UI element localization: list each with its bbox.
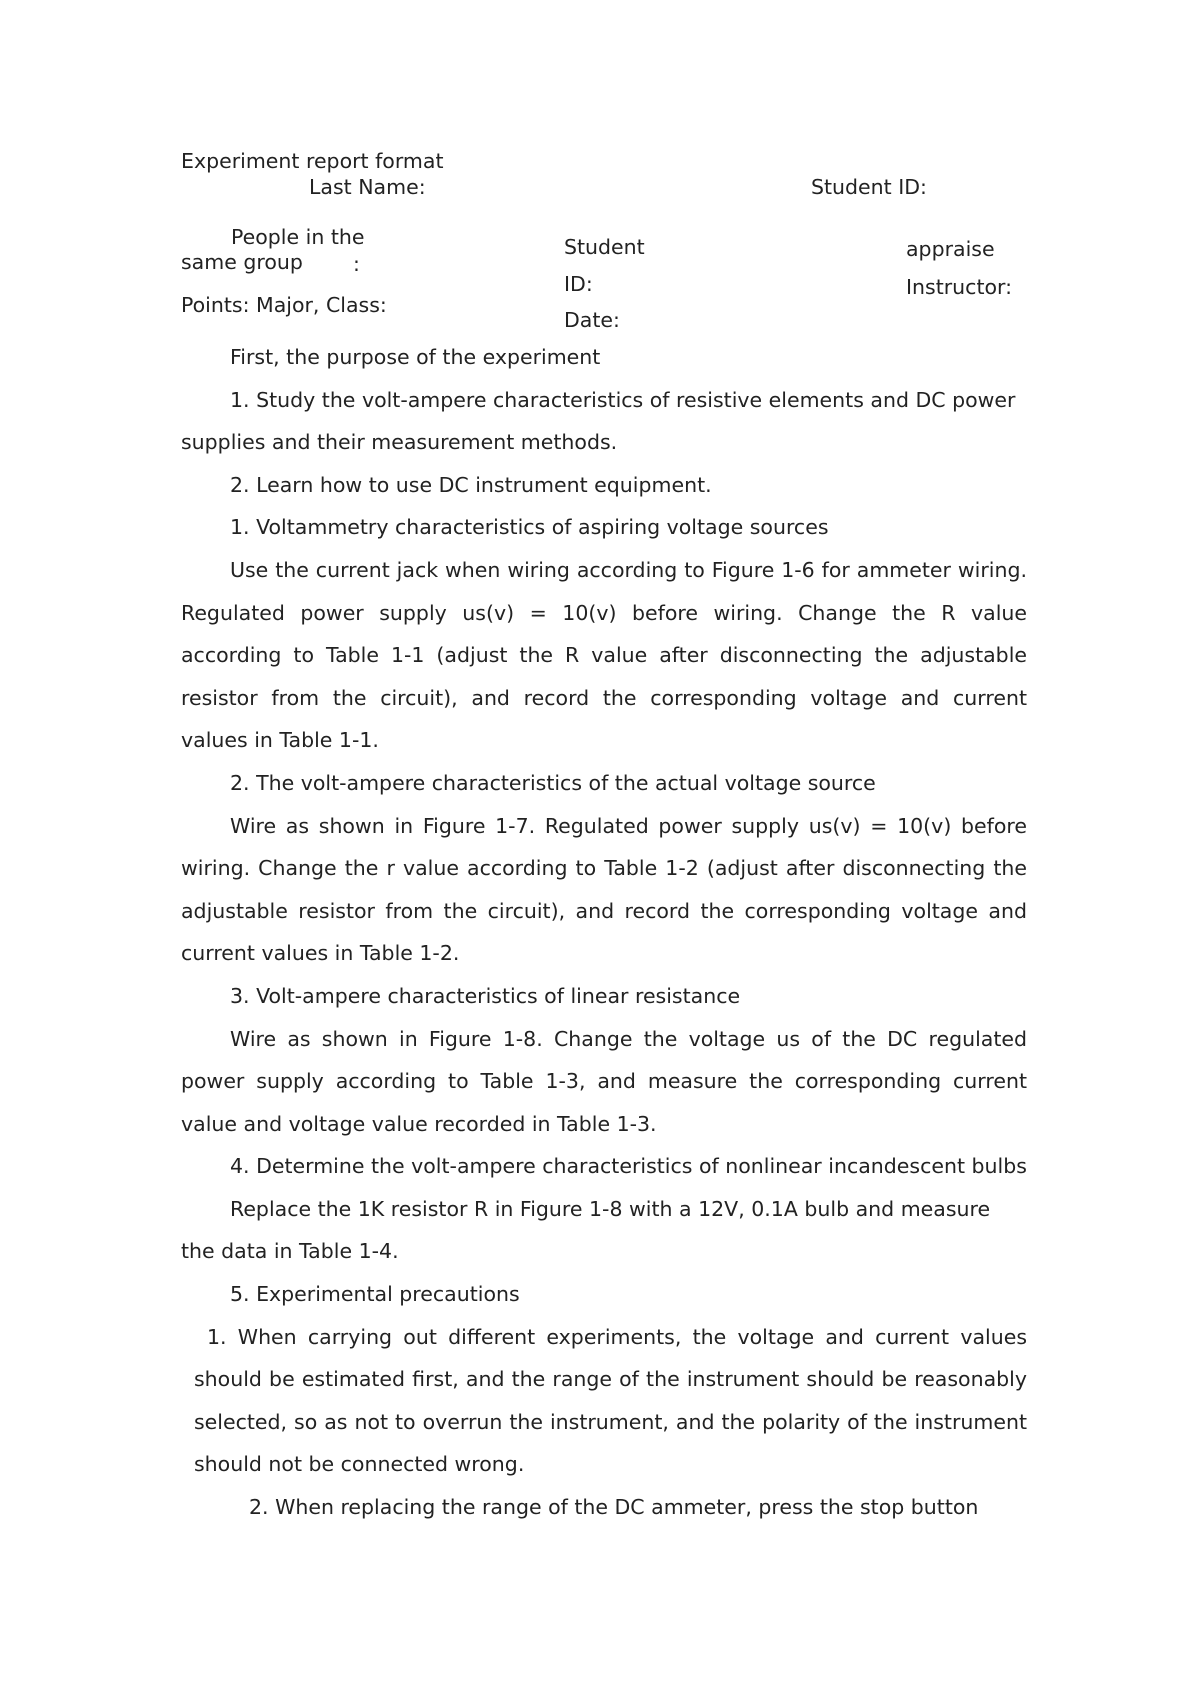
date-label: Date: [564, 308, 620, 332]
same-group-label: same group [181, 250, 303, 274]
paragraph-nonlinear-bulb: Replace the 1K resistor R in Figure 1-8 with a 12V, 0.1A bulb and measure [230, 1196, 991, 1221]
paragraph-actual-source: Wire as shown in Figure 1-7. Regulated power supply us(v) = 10(v) before wiring. Change the r value according to Table 1-2 (adjust after disconnecting the adjustable resistor from the circuit), and record the corresponding voltage and current values in Table 1-2. [181, 813, 1027, 966]
precaution-item-1: 1. When carrying out different experiments, the voltage and current values should be estimated first, and the range of the instrument should be reasonably selected, so as not to overrun the instrument, and the polarity of the instrument should not be connected wrong. [194, 1324, 1027, 1477]
report-body [181, 336, 1027, 1529]
student-label: Student [564, 235, 645, 259]
people-in-group-label: People in the [231, 225, 365, 249]
appraise-label: appraise [906, 237, 995, 261]
purpose-item-1-cont: supplies and their measurement methods. [181, 430, 618, 455]
instructor-label: Instructor: [906, 275, 1013, 299]
points-major-class-label: Points: Major, Class: [181, 293, 387, 317]
precaution-item-2: 2. When replacing the range of the DC ammeter, press the stop button [249, 1495, 979, 1520]
section-heading-precautions: 5. Experimental precautions [230, 1282, 520, 1307]
section-heading-nonlinear-bulb: 4. Determine the volt-ampere characteristics of nonlinear incandescent bulbs [230, 1154, 1027, 1179]
section-heading-actual-source: 2. The volt-ampere characteristics of the actual voltage source [230, 770, 876, 795]
colon-mark: : [353, 252, 360, 276]
section-heading-linear-resistance: 3. Volt-ampere characteristics of linear resistance [230, 983, 741, 1008]
paragraph-nonlinear-bulb-cont: the data in Table 1-4. [181, 1239, 399, 1264]
paragraph-linear-resistance: Wire as shown in Figure 1-8. Change the voltage us of the DC regulated power supply according to Table 1-3, and measure the corresponding current value and voltage value recorded in Table 1-3. [181, 1026, 1027, 1136]
report-title: Experiment report format [181, 149, 444, 173]
section-heading-voltage-source: 1. Voltammetry characteristics of aspiring voltage sources [230, 515, 829, 540]
paragraph-voltage-source: Use the current jack when wiring according to Figure 1-6 for ammeter wiring. Regulated power supply us(v) = 10(v) before wiring. Change the R value according to Table 1-1 (adjust the R value after disconnecting the adjustable resistor from the circuit), and record the corresponding voltage and current values in Table 1-1. [181, 557, 1027, 753]
purpose-item-1: 1. Study the volt-ampere characteristics of resistive elements and DC power [230, 387, 1016, 412]
student-id-label-top: Student ID: [811, 175, 927, 199]
last-name-label: Last Name: [309, 175, 426, 199]
purpose-item-2: 2. Learn how to use DC instrument equipment. [230, 472, 712, 497]
section-heading-purpose: First, the purpose of the experiment [230, 345, 601, 369]
student-id-label: ID: [564, 272, 593, 296]
